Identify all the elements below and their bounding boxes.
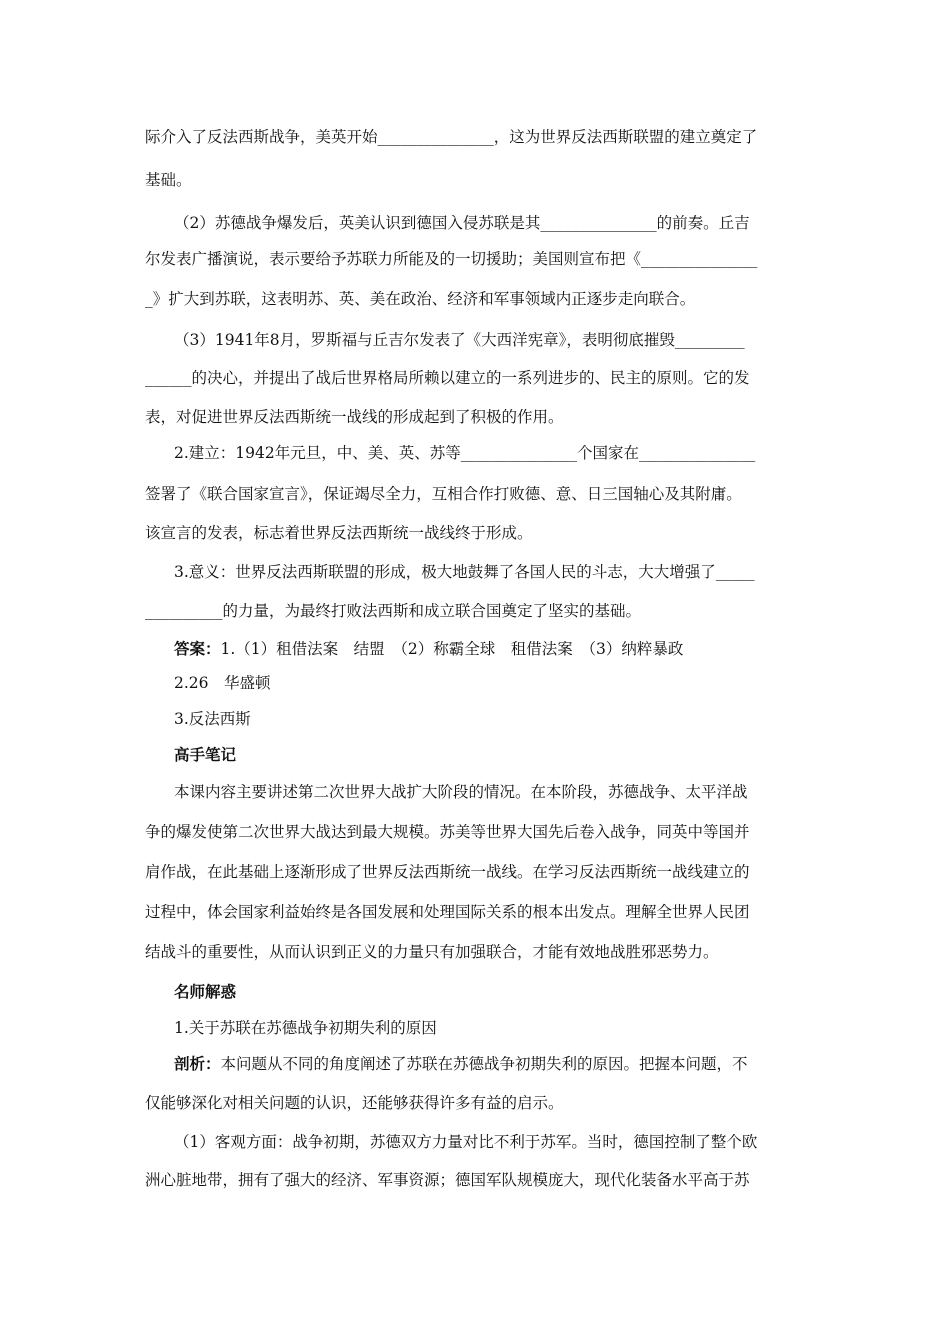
analysis-text: 本问题从不同的角度阐述了苏联在苏德战争初期失利的原因。把握本问题，不 (220, 1055, 748, 1073)
paragraph-line: 签署了《联合国家宣言》，保证竭尽全力，互相合作打败德、意、日三国轴心及其附庸。 (145, 485, 742, 503)
paragraph-line: 际介入了反法西斯战争，美英开始_______________，这为世界反法西斯联盟的建立奠定了 (145, 128, 758, 146)
paragraph-line: 2.26 华盛顿 (174, 674, 271, 692)
paragraph-line: 过程中，体会国家利益始终是各国发展和处理国际关系的根本出发点。理解全世界人民团 (145, 903, 750, 921)
answer-text: 1.（1）租借法案 结盟 （2）称霸全球 租借法案 （3）纳粹暴政 (220, 640, 684, 658)
paragraph-line: 本课内容主要讲述第二次世界大战扩大阶段的情况。在本阶段，苏德战争、太平洋战 (174, 783, 748, 801)
answer-line (174, 639, 683, 659)
section-heading: 名师解惑 (174, 982, 237, 1001)
paragraph-line: （2）苏德战争爆发后，英美认识到德国入侵苏联是其_______________的前奏。丘吉 (174, 214, 750, 232)
answer-label: 答案： (174, 639, 221, 658)
paragraph-line: 基础。 (145, 171, 192, 189)
paragraph-line: 争的爆发使第二次世界大战达到最大规模。苏美等世界大国先后卷入战争，同英中等国并 (145, 823, 750, 841)
paragraph-line: 洲心脏地带，拥有了强大的经济、军事资源；德国军队规模庞大，现代化装备水平高于苏 (145, 1171, 750, 1189)
paragraph-line: 2.建立：1942年元旦，中、美、英、苏等_______________个国家在_______________ (174, 444, 756, 462)
paragraph-line: 尔发表广播演说，表示要给予苏联力所能及的一切援助；美国则宣布把《_______________ (145, 250, 758, 268)
paragraph-line: 表，对促进世界反法西斯统一战线的形成起到了积极的作用。 (145, 408, 564, 426)
paragraph-line: 3.反法西斯 (174, 710, 251, 728)
paragraph-line: （3）1941年8月，罗斯福与丘吉尔发表了《大西洋宪章》，表明彻底摧毁_________ (174, 331, 745, 349)
paragraph-line: 结战斗的重要性，从而认识到正义的力量只有加强联合，才能有效地战胜邪恶势力。 (145, 943, 719, 961)
paragraph-line: 仅能够深化对相关问题的认识，还能够获得许多有益的启示。 (145, 1094, 564, 1112)
analysis-line (174, 1054, 748, 1074)
paragraph-line: _》扩大到苏联，这表明苏、英、美在政治、经济和军事领域内正逐步走向联合。 (145, 290, 696, 308)
paragraph-line: 1.关于苏联在苏德战争初期失利的原因 (174, 1019, 437, 1037)
analysis-label: 剖析： (174, 1054, 221, 1073)
section-heading: 高手笔记 (174, 745, 237, 764)
paragraph-line: 该宣言的发表，标志着世界反法西斯统一战线终于形成。 (145, 524, 533, 542)
paragraph-line: （1）客观方面：战争初期，苏德双方力量对比不利于苏军。当时，德国控制了整个欧 (174, 1133, 758, 1151)
paragraph-line: ______的决心，并提出了战后世界格局所赖以建立的一系列进步的、民主的原则。它的发 (145, 369, 750, 387)
paragraph-line: 3.意义：世界反法西斯联盟的形成，极大地鼓舞了各国人民的斗志，大大增强了_____ (174, 563, 755, 581)
paragraph-line: __________的力量，为最终打败法西斯和成立联合国奠定了坚实的基础。 (145, 602, 642, 620)
paragraph-line: 肩作战，在此基础上逐渐形成了世界反法西斯统一战线。在学习反法西斯统一战线建立的 (145, 863, 750, 881)
